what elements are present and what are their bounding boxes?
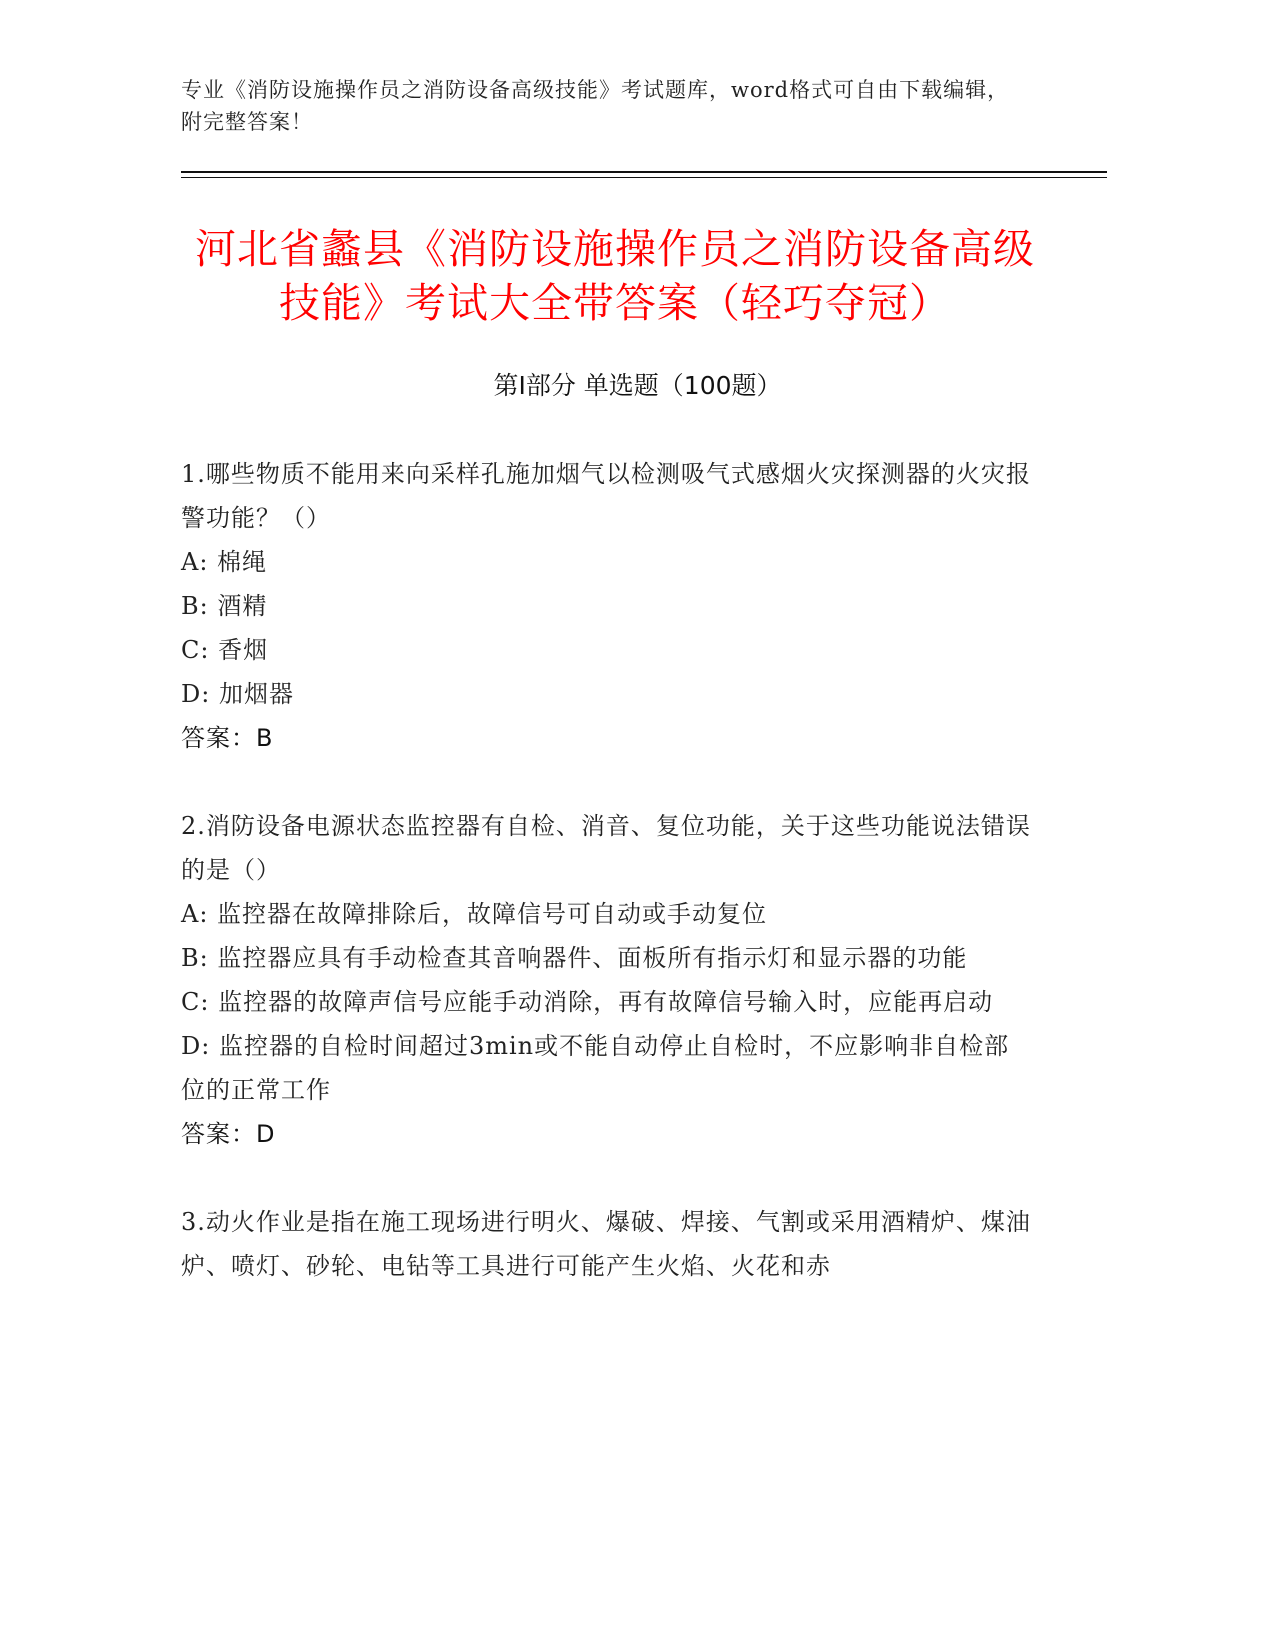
header-rule-thin <box>181 177 1107 178</box>
question-text: 3.动火作业是指在施工现场进行明火、爆破、焊接、气割或采用酒精炉、煤油炉、喷灯、砂轮、电钻等工具进行可能产生火焰、火花和赤 <box>181 1208 1031 1280</box>
answer: 答案：B <box>181 724 274 752</box>
option-b: B: 监控器应具有手动检查其音响器件、面板所有指示灯和显示器的功能 <box>181 944 968 972</box>
document-title: 河北省蠡县《消防设施操作员之消防设备高级技能》考试大全带答案（轻巧夺冠） <box>195 225 1035 327</box>
section-title: 第Ⅰ部分 单选题（100题） <box>493 371 782 400</box>
question-text: 2.消防设备电源状态监控器有自检、消音、复位功能，关于这些功能说法错误的是（） <box>181 812 1031 884</box>
option-d: D: 监控器的自检时间超过3min或不能自动停止自检时，不应影响非自检部位的正常工作 <box>181 1032 1010 1104</box>
question-2 <box>181 804 1031 1156</box>
questions-list <box>181 452 1031 1332</box>
header-note: 专业《消防设施操作员之消防设备高级技能》考试题库，word格式可自由下载编辑，附完整答案！ <box>181 78 1010 134</box>
question-text: 1.哪些物质不能用来向采样孔施加烟气以检测吸气式感烟火灾探测器的火灾报警功能？（） <box>181 460 1031 532</box>
answer: 答案：D <box>181 1120 276 1148</box>
option-a: A: 棉绳 <box>181 548 268 576</box>
option-d: D: 加烟器 <box>181 680 294 708</box>
option-b: B: 酒精 <box>181 592 268 620</box>
question-1 <box>181 452 1031 760</box>
question-3 <box>181 1200 1031 1288</box>
option-a: A: 监控器在故障排除后，故障信号可自动或手动复位 <box>181 900 768 928</box>
option-c: C: 香烟 <box>181 636 269 664</box>
header-rule-thick <box>181 171 1107 173</box>
option-c: C: 监控器的故障声信号应能手动消除，再有故障信号输入时，应能再启动 <box>181 988 994 1016</box>
